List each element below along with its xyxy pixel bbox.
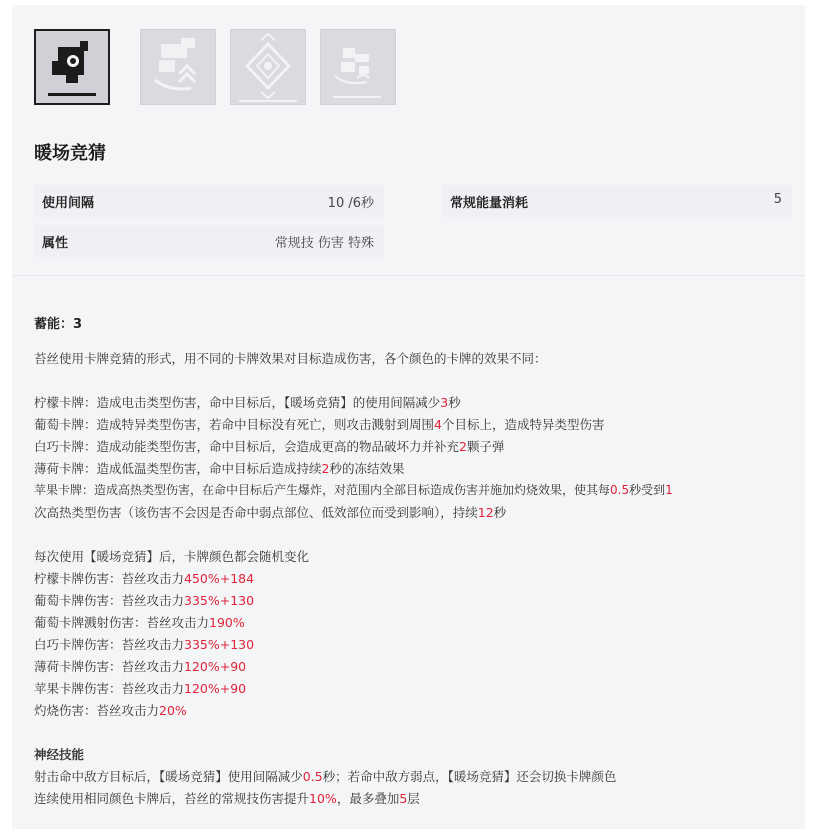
energy-label: 常规能量消耗: [450, 196, 529, 211]
damage-grape-splash: 葡萄卡牌溅射伤害：苔丝攻击力190%: [34, 615, 245, 630]
section-divider: [12, 275, 805, 276]
neural-heading: 神经技能: [34, 747, 85, 762]
skill-thumb-3[interactable]: [230, 29, 306, 105]
damage-grape: 葡萄卡牌伤害：苔丝攻击力335%+130: [34, 593, 255, 608]
card-chevron-icon: [141, 30, 215, 104]
neural-line-1: 射击命中敌方目标后，【暖场竞猜】使用间隔减少0.5秒；若命中敌方弱点，【暖场竞猜】还会切换卡牌颜色: [34, 769, 617, 784]
damage-choco: 白巧卡牌伤害：苔丝攻击力335%+130: [34, 637, 255, 652]
effect-lemon: 柠檬卡牌：造成电击类型伤害，命中目标后，【暖场竞猜】的使用间隔减少3秒: [34, 395, 461, 410]
skill-thumb-4[interactable]: [320, 29, 396, 105]
card-stack-icon: [321, 30, 395, 104]
card-target-icon: [36, 31, 108, 103]
skill-intro: 苔丝使用卡牌竞猜的形式，用不同的卡牌效果对目标造成伤害，各个颜色的卡牌的效果不同：: [34, 351, 547, 366]
energy-value: 5: [773, 192, 782, 207]
attribute-label: 属性: [42, 236, 69, 251]
damage-apple: 苹果卡牌伤害：苔丝攻击力120%+90: [34, 681, 247, 696]
random-note: 每次使用【暖场竞猜】后，卡牌颜色都会随机变化: [34, 549, 310, 564]
interval-value: 10 /6秒: [327, 196, 374, 211]
interval-row: [34, 185, 384, 217]
attribute-value: 常规技 伤害 特殊: [274, 236, 374, 251]
effect-apple-cont: 次高热类型伤害（该伤害不会因是否命中弱点部位、低效部位而受到影响），持续12秒: [34, 505, 507, 520]
energy-row: [442, 185, 792, 217]
skill-thumb-2[interactable]: [140, 29, 216, 105]
card-diamond-icon: [231, 30, 305, 104]
damage-mint: 薄荷卡牌伤害：苔丝攻击力120%+90: [34, 659, 247, 674]
skill-card: [12, 5, 805, 829]
skill-thumb-1[interactable]: [34, 29, 110, 105]
damage-lemon: 柠檬卡牌伤害：苔丝攻击力450%+184: [34, 571, 255, 586]
interval-label: 使用间隔: [42, 196, 95, 211]
charge-count: 蓄能：3: [34, 317, 83, 332]
effect-choco: 白巧卡牌：造成动能类型伤害，命中目标后，会造成更高的物品破坏力并补充2颗子弹: [34, 439, 505, 454]
attribute-row: [34, 225, 384, 257]
effect-mint: 薄荷卡牌：造成低温类型伤害，命中目标后造成持续2秒的冻结效果: [34, 461, 405, 476]
effect-apple: 苹果卡牌：造成高热类型伤害，在命中目标后产生爆炸，对范围内全部目标造成伤害并施加灼烧效果，使其每0.5秒受到1: [34, 483, 673, 497]
effect-grape: 葡萄卡牌：造成特异类型伤害，若命中目标没有死亡，则攻击溅射到周围4个目标上，造成特异类型伤害: [34, 417, 605, 432]
neural-line-2: 连续使用相同颜色卡牌后，苔丝的常规技伤害提升10%，最多叠加5层: [34, 791, 420, 806]
skill-title: 暖场竞猜: [34, 143, 106, 164]
damage-burn: 灼烧伤害：苔丝攻击力20%: [34, 703, 187, 718]
